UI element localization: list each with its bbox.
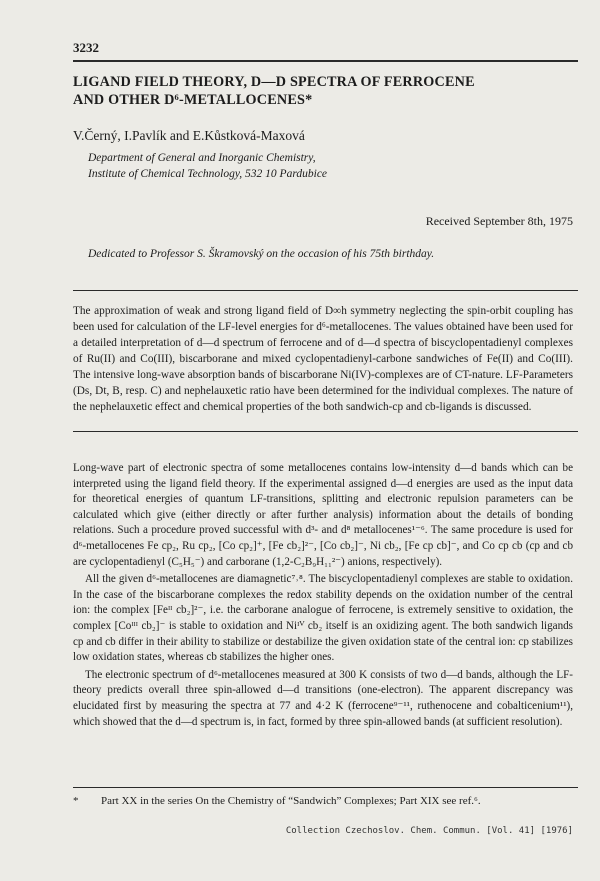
affiliation — [88, 150, 327, 182]
footnote — [73, 795, 573, 807]
abstract-bottom-rule — [73, 431, 578, 432]
article-body — [73, 461, 573, 732]
article-title — [73, 73, 573, 109]
dedication: Dedicated to Professor S. Škramovský on the occasion of his 75th birthday. — [88, 248, 435, 260]
footnote-text: Part XX in the series On the Chemistry of “Sandwich” Complexes; Part XIX see ref.⁶. — [101, 795, 481, 807]
received-date: Received September 8th, 1975 — [425, 214, 573, 228]
affiliation-line-1: Department of General and Inorganic Chemistry, — [88, 152, 316, 164]
footnote-rule — [73, 787, 578, 788]
page-number: 3232 — [73, 40, 99, 55]
body-paragraph-3: The electronic spectrum of d⁶-metallocenes measured at 300 K consists of two d—d bands, although the LF-theory predicts overall three spin-allowed d—d transitions (one-electron). The apparent discrepancy was elucidated first by measuring the spectra at 77 and 4·2 K (ferrocene⁹⁻¹¹, ruthenocene and cobalticenium¹¹), which showed that the d—d spectrum is, in fact, formed by three spin-allowed bands (at sufficient resolution). — [73, 668, 573, 728]
abstract: The approximation of weak and strong ligand field of D∞h symmetry neglecting the spin-orbit coupling has been used for calculation of the LF-level energies for d⁶-metallocenes. The values obtained have been used for a detailed interpretation of d—d spectrum of ferrocene and of d—d spectra of biscyclopentadienyl complexes of Ru(II) and Co(III), biscarborane and mixed cyclopentadienyl-carbone sandwiches of Fe(II) and Co(III). The intensive long-wave absorption bands of biscarborane Ni(IV)-complexes are of CT-nature. LF-Parameters (Ds, Dt, B, resp. C) and nephelauxetic ratio have been determined for the individual complexes. The nature of the nephelauxetic effect and chemical properties of the both sandwich-cp and cb-ligands is discussed. — [73, 305, 573, 413]
title-line-1: LIGAND FIELD THEORY, D—D SPECTRA OF FERROCENE — [73, 74, 475, 90]
affiliation-line-2: Institute of Chemical Technology, 532 10 Pardubice — [88, 168, 328, 180]
author-list: V.Černý, I.Pavlík and E.Kůstková-Maxová — [73, 128, 305, 143]
footnote-mark: * — [73, 795, 79, 807]
header-rule — [73, 60, 578, 62]
body-paragraph-2: All the given d⁶-metallocenes are diamagnetic⁷˒⁸. The biscyclopentadienyl complexes are stable to oxidation. In the case of the biscarborane complexes the redox stability depends on the oxidation number of the central ion: the complex [Feᴵᴵ cb₂]²⁻, i.e. the carborane analogue of ferrocene, is extremely sensitive to oxidation, the complex [Coᴵᴵᴵ cb₂]⁻ is stable to oxidation and Niᴵⱽ cb₂ itself is an oxidizing agent. The both sandwich ligands cp and cb differ in their ability to stabilize or destabilize the given oxidation state of the central ion: cp stabilizes low oxidation states, whereas cb stabilizes the higher ones. — [73, 573, 573, 664]
title-line-2: AND OTHER D⁶-METALLOCENES* — [73, 92, 313, 108]
abstract-top-rule — [73, 290, 578, 291]
journal-footer: Collection Czechoslov. Chem. Commun. [Vol. 41] [1976] — [285, 826, 573, 836]
body-paragraph-1: Long-wave part of electronic spectra of some metallocenes contains low-intensity d—d bands which can be interpreted using the ligand field theory. If the experimental assigned d—d energies are used as the input data for theoretical energies of quantum LF-transitions, splitting and electronic repulsion parameters can be calculated which give (either directly or after further analysis) information about the details of bonding relations. Such a procedure proved successful with d³- and d⁸ metallocenes¹⁻⁶. The same procedure is used for d⁶-metallocenes Fe cp₂, Ru cp₂, [Co cp₂]⁺, [Fe cb₂]²⁻, [Co cb₂]⁻, Ni cb₂, [Fe cp cb]⁻, and Co cp cb (cp and cb are cyclopentadienyl (C₅H₅⁻) and carborane (1,2-C₂B₉H₁₁²⁻) anions, respectively). — [73, 462, 573, 568]
